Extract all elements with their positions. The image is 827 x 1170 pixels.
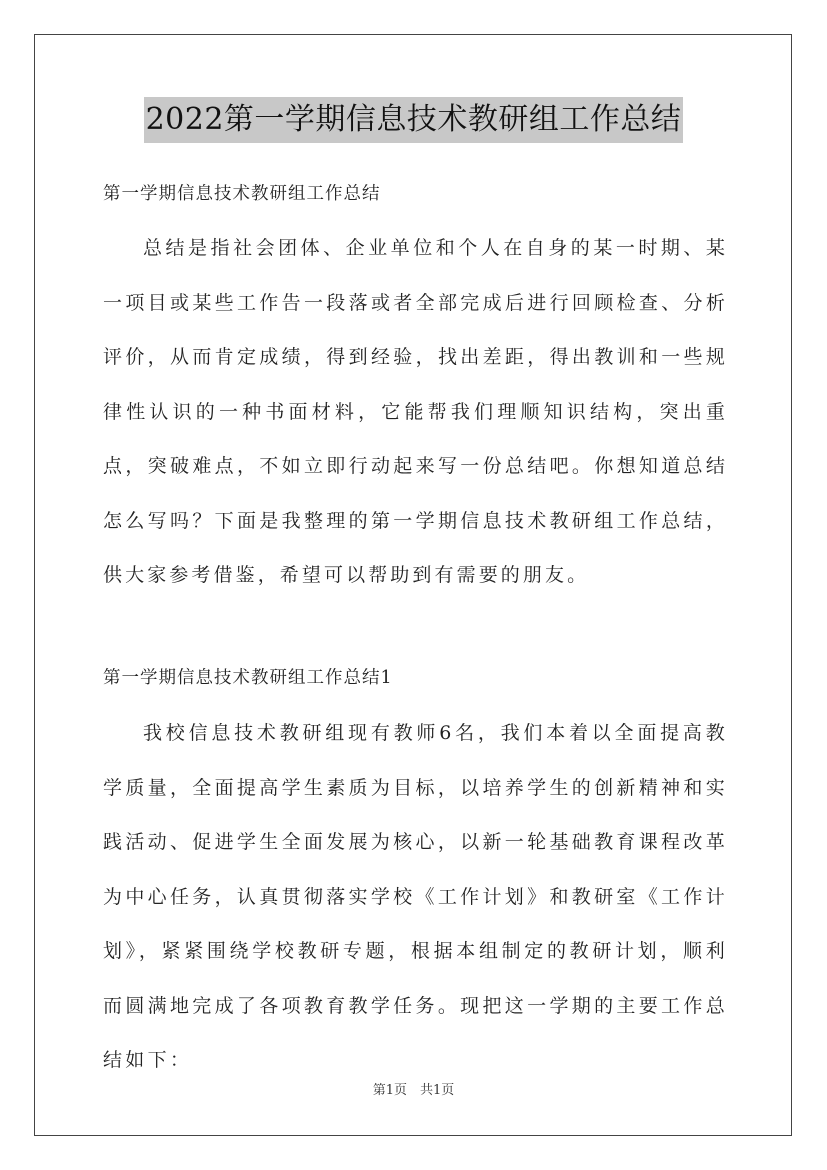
page-footer: 第1页 共1页 bbox=[372, 1083, 455, 1098]
section-paragraph: 我校信息技术教研组现有教师6名，我们本着以全面提高教学质量，全面提高学生素质为目标，以培养学生的创新精神和实践活动、促进学生全面发展为核心，以新一轮基础教育课程改革为中心任务，认真贯彻落实学校《工作计划》和教研室《工作计划》，紧紧围绕学校教研专题，根据本组制定的教研计划，顺利而圆满地完成了各项教育教学任务。现把这一学期的主要工作总结如下： bbox=[103, 722, 728, 1071]
section-heading: 第一学期信息技术教研组工作总结1 bbox=[103, 668, 393, 688]
document-title: 2022第一学期信息技术教研组工作总结 bbox=[144, 97, 684, 143]
document-subtitle: 第一学期信息技术教研组工作总结 bbox=[103, 184, 381, 204]
intro-paragraph: 总结是指社会团体、企业单位和个人在自身的某一时期、某一项目或某些工作告一段落或者全部完成后进行回顾检查、分析评价，从而肯定成绩，得到经验，找出差距，得出教训和一些规律性认识的一种书面材料，它能帮我们理顺知识结构，突出重点，突破难点，不如立即行动起来写一份总结吧。你想知道总结怎么写吗？下面是我整理的第一学期信息技术教研组工作总结，供大家参考借鉴，希望可以帮助到有需要的朋友。 bbox=[103, 237, 728, 586]
title-container bbox=[0, 97, 827, 143]
